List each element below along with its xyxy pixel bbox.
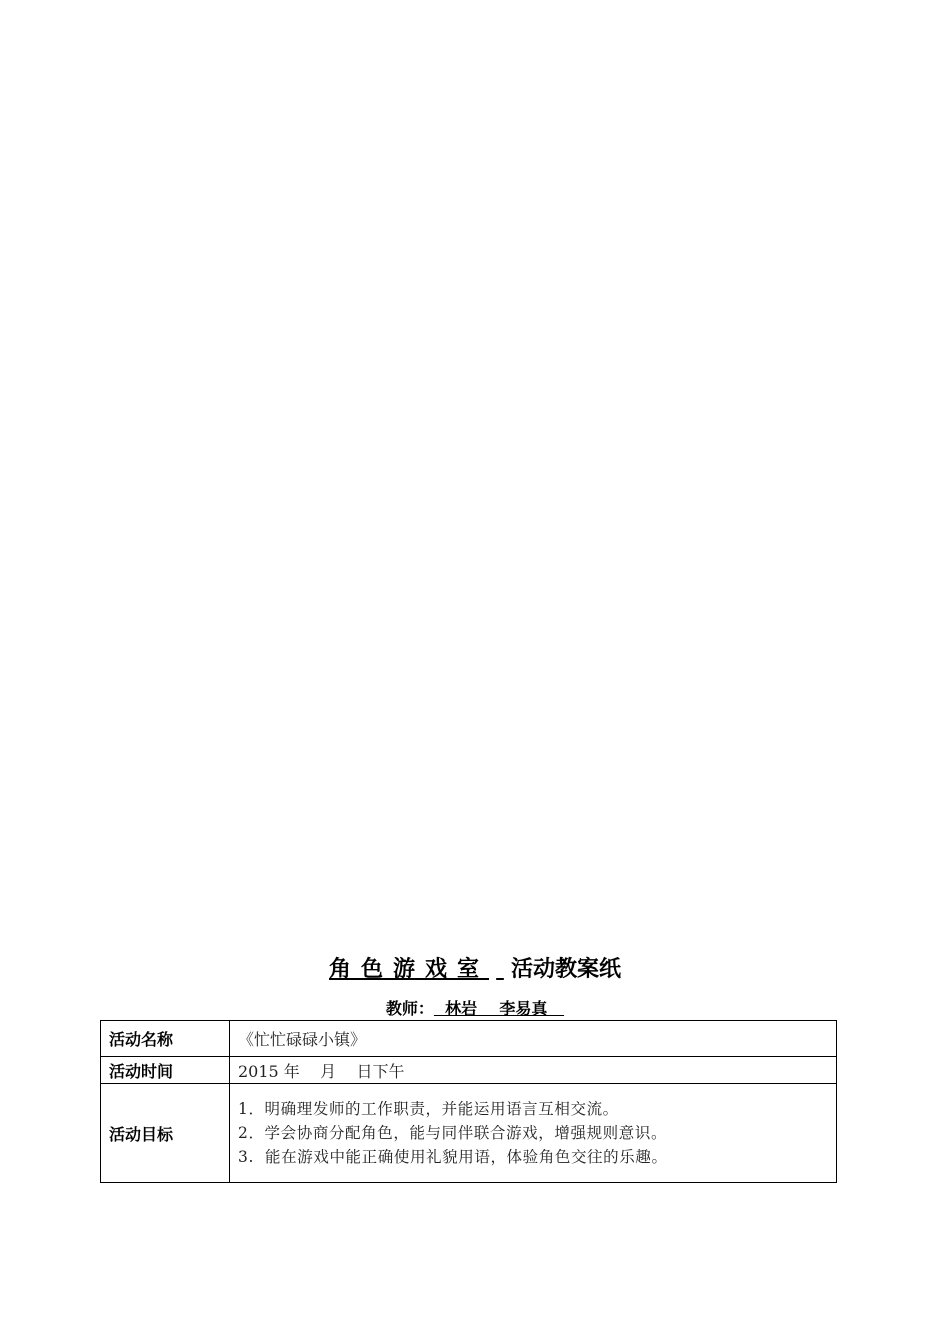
teacher-label: 教师： bbox=[385, 999, 434, 1018]
activity-goals-label: 活动目标 bbox=[101, 1084, 230, 1183]
activity-name-value: 《忙忙碌碌小镇》 bbox=[230, 1021, 837, 1057]
page-title bbox=[0, 955, 950, 985]
activity-goals-value bbox=[230, 1084, 837, 1183]
title-underline-gap bbox=[489, 955, 511, 985]
table-row bbox=[101, 1084, 837, 1183]
teacher-line bbox=[0, 998, 950, 1020]
room-name: 角色游戏室 bbox=[328, 957, 489, 982]
activity-name-label: 活动名称 bbox=[101, 1021, 230, 1057]
table-row bbox=[101, 1021, 837, 1057]
title-suffix: 活动教案纸 bbox=[511, 957, 622, 982]
activity-time-label: 活动时间 bbox=[101, 1057, 230, 1084]
lesson-plan-table bbox=[100, 1020, 837, 1183]
table-row bbox=[101, 1057, 837, 1084]
goal-item: 3. 能在游戏中能正确使用礼貌用语，体验角色交往的乐趣。 bbox=[238, 1148, 668, 1166]
goal-item: 2．学会协商分配角色，能与同伴联合游戏，增强规则意识。 bbox=[238, 1124, 668, 1142]
teacher-names: 林岩 李易真 bbox=[433, 999, 565, 1018]
activity-time-value: 2015 年 月 日下午 bbox=[230, 1057, 837, 1084]
goal-item: 1．明确理发师的工作职责，并能运用语言互相交流。 bbox=[238, 1100, 619, 1118]
